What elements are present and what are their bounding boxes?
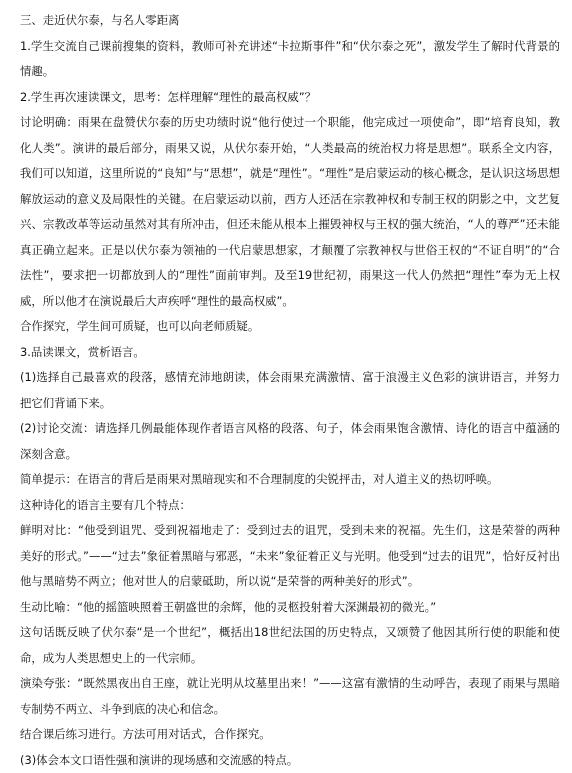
exercise-paragraph: 结合课后练习进行。方法可用对话式，合作探究。 [20,722,560,748]
step-2-paragraph: 2.学生再次速读课文，思考：怎样理解“理性的最高权威”？ [20,85,560,111]
exaggeration-paragraph: 演染夸张：“既然黑夜出自王座，就让光明从坟墓里出来！”——这富有激情的生动呼告，表现了雨果与黑暗专制势不两立、斗争到底的决心和信念。 [20,671,560,722]
metaphor-explanation-paragraph: 这句话既反映了伏尔泰“是一个世纪”，概括出18世纪法国的历史特点，又颂赞了他因其所行使的职能和使命，成为人类思想史上的一代宗师。 [20,620,560,671]
item-1-paragraph: (1)选择自己最喜欢的段落，感情充沛地朗读，体会雨果充满激情、富于浪漫主义色彩的演讲语言，并努力把它们背诵下来。 [20,365,560,416]
contrast-paragraph: 鲜明对比：“他受到诅咒、受到祝福地走了：受到过去的诅咒，受到未来的祝福。先生们，这是荣誉的两种美好的形式。”——“过去”象征着黑暗与邪恶，“未来”象征着正义与光明。他受到“过去的诅咒”，恰好反衬出他与黑暗势不两立；他对世人的启蒙砥助，所以说“是荣誉的两种美好的形式”。 [20,518,560,595]
cooperative-inquiry-paragraph: 合作探究，学生间可质疑，也可以向老师质疑。 [20,314,560,340]
hint-paragraph: 简单提示：在语言的背后是雨果对黑暗现实和不合理制度的尖锐抨击，对人道主义的热切呼唤。 [20,467,560,493]
item-3-paragraph: (3)体会本文口语性强和演讲的现场感和交流感的特点。 [20,748,560,773]
step-3-paragraph: 3.品读课文，赏析语言。 [20,340,560,366]
features-intro-paragraph: 这种诗化的语言主要有几个特点： [20,493,560,519]
step-1-paragraph: 1.学生交流自己课前搜集的资料，教师可补充讲述“卡拉斯事件”和“伏尔泰之死”，激发学生了解时代背景的情趣。 [20,34,560,85]
item-2-paragraph: (2)讨论交流：请选择几例最能体现作者语言风格的段落、句子，体会雨果饱含激情、诗化的语言中蕴涵的深刻含意。 [20,416,560,467]
section-heading: 三、走近伏尔泰，与名人零距离 [20,8,560,34]
discussion-paragraph: 讨论明确：雨果在盘赞伏尔泰的历史功绩时说“他行使过一个职能，他完成过一项使命”，即“培育良知，教化人类”。演讲的最后部分，雨果又说，从伏尔泰开始，“人类最高的统治权力将是思想”。联系全文内容，我们可以知道，这里所说的“良知”与“思想”，就是“理性”。“理性”是启蒙运动的核心概念，是认识这场思想解放运动的意义及局限性的关键。在启蒙运动以前，西方人还活在宗教神权和专制王权的阴影之中，文艺复兴、宗教改革等运动虽然对其有所冲击，但还未能从根本上摧毁神权与王权的强大统治，“人的尊严”还未能真正确立起来。正是以伏尔泰为领袖的一代启蒙思想家，才颠覆了宗教神权与世俗王权的“不证自明”的“合法性”，要求把一切都放到人的“理性”面前审判。及至19世纪初，雨果这一代人仍然把“理性”奉为无上权威，所以他才在演说最后大声疾呼“理性的最高权威”。 [20,110,560,314]
metaphor-paragraph: 生动比喻：“他的摇篮映照着王朝盛世的余辉，他的灵柩投射着大深渊最初的微光。” [20,595,560,621]
